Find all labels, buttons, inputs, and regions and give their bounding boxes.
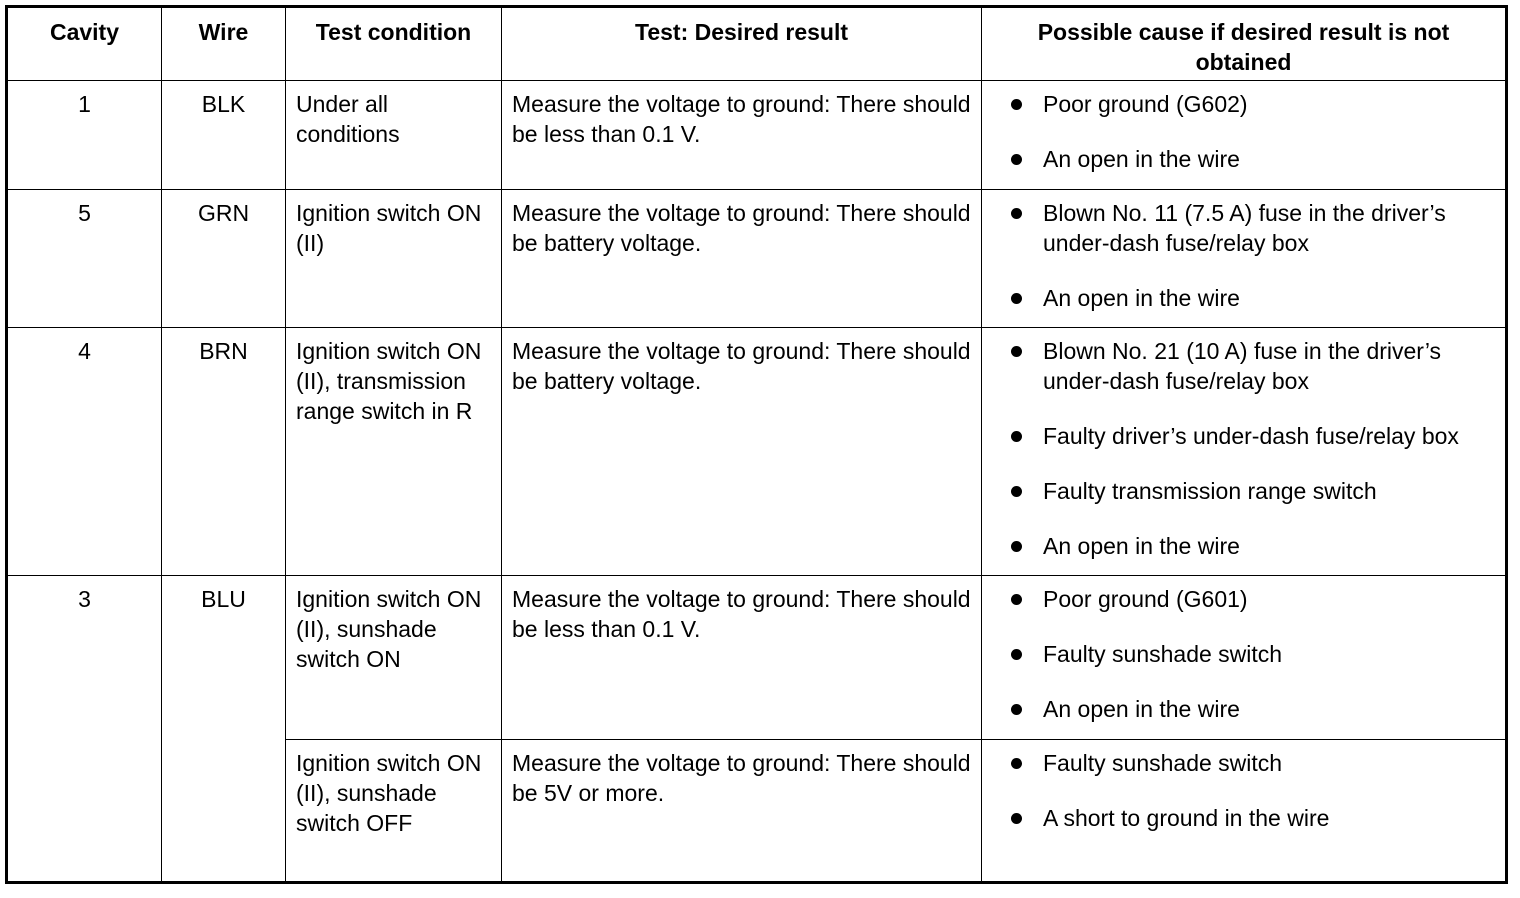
causes-cell <box>982 328 1507 576</box>
condition-cell: Ignition switch ON (II), sunshade switch ON <box>286 576 502 740</box>
bullet-icon <box>1011 541 1022 552</box>
bullet-icon <box>1011 293 1022 304</box>
bullet-icon <box>1011 208 1022 219</box>
table-row <box>7 190 1507 328</box>
cause-text: Faulty sunshade switch <box>1043 641 1283 667</box>
cavity-cell: 3 <box>7 576 162 883</box>
table-row <box>7 576 1507 740</box>
header-possible-cause: Possible cause if desired result is not obtained <box>982 7 1507 81</box>
header-wire: Wire <box>162 7 286 81</box>
list-item <box>982 748 1499 778</box>
bullet-icon <box>1011 346 1022 357</box>
condition-cell: Under all conditions <box>286 81 502 190</box>
table-row <box>7 81 1507 190</box>
wire-cell: BLU <box>162 576 286 883</box>
condition-cell: Ignition switch ON (II), transmission range switch in R <box>286 328 502 576</box>
troubleshooting-table <box>5 5 1508 884</box>
cause-list <box>982 336 1499 561</box>
result-cell: Measure the voltage to ground: There should be battery voltage. <box>502 328 982 576</box>
header-row <box>7 7 1507 81</box>
header-cavity: Cavity <box>7 7 162 81</box>
cavity-cell: 4 <box>7 328 162 576</box>
bullet-icon <box>1011 594 1022 605</box>
result-cell: Measure the voltage to ground: There should be 5V or more. <box>502 740 982 883</box>
causes-cell <box>982 190 1507 328</box>
table-row <box>7 328 1507 576</box>
cause-text: Blown No. 11 (7.5 A) fuse in the driver’s under-dash fuse/relay box <box>1043 200 1446 256</box>
cause-text: Faulty driver’s under-dash fuse/relay box <box>1043 423 1459 449</box>
cause-text: Poor ground (G602) <box>1043 91 1248 117</box>
condition-cell: Ignition switch ON (II) <box>286 190 502 328</box>
cause-list <box>982 89 1499 174</box>
bullet-icon <box>1011 431 1022 442</box>
bullet-icon <box>1011 758 1022 769</box>
wire-cell: BRN <box>162 328 286 576</box>
cause-text: A short to ground in the wire <box>1043 805 1330 831</box>
causes-cell <box>982 81 1507 190</box>
cause-list <box>982 748 1499 833</box>
cause-text: Blown No. 21 (10 A) fuse in the driver’s under-dash fuse/relay box <box>1043 338 1442 394</box>
cause-text: An open in the wire <box>1043 146 1240 172</box>
cause-text: An open in the wire <box>1043 696 1240 722</box>
cause-text: Faulty transmission range switch <box>1043 478 1377 504</box>
list-item <box>982 144 1499 174</box>
causes-cell <box>982 740 1507 883</box>
cause-text: Poor ground (G601) <box>1043 586 1248 612</box>
bullet-icon <box>1011 99 1022 110</box>
cause-list <box>982 584 1499 724</box>
bullet-icon <box>1011 154 1022 165</box>
header-test-condition: Test condition <box>286 7 502 81</box>
cause-text: An open in the wire <box>1043 285 1240 311</box>
list-item <box>982 639 1499 669</box>
list-item <box>982 803 1499 833</box>
cause-list <box>982 198 1499 313</box>
header-desired-result: Test: Desired result <box>502 7 982 81</box>
list-item <box>982 283 1499 313</box>
result-cell: Measure the voltage to ground: There should be battery voltage. <box>502 190 982 328</box>
wire-cell: BLK <box>162 81 286 190</box>
cavity-cell: 1 <box>7 81 162 190</box>
cause-text: Faulty sunshade switch <box>1043 750 1283 776</box>
list-item <box>982 336 1499 396</box>
bullet-icon <box>1011 649 1022 660</box>
bullet-icon <box>1011 813 1022 824</box>
list-item <box>982 421 1499 451</box>
result-cell: Measure the voltage to ground: There should be less than 0.1 V. <box>502 576 982 740</box>
result-cell: Measure the voltage to ground: There should be less than 0.1 V. <box>502 81 982 190</box>
bullet-icon <box>1011 704 1022 715</box>
list-item <box>982 476 1499 506</box>
causes-cell <box>982 576 1507 740</box>
bullet-icon <box>1011 486 1022 497</box>
list-item <box>982 584 1499 614</box>
wire-cell: GRN <box>162 190 286 328</box>
list-item <box>982 89 1499 119</box>
cause-text: An open in the wire <box>1043 533 1240 559</box>
list-item <box>982 694 1499 724</box>
condition-cell: Ignition switch ON (II), sunshade switch OFF <box>286 740 502 883</box>
cavity-cell: 5 <box>7 190 162 328</box>
list-item <box>982 198 1499 258</box>
list-item <box>982 531 1499 561</box>
